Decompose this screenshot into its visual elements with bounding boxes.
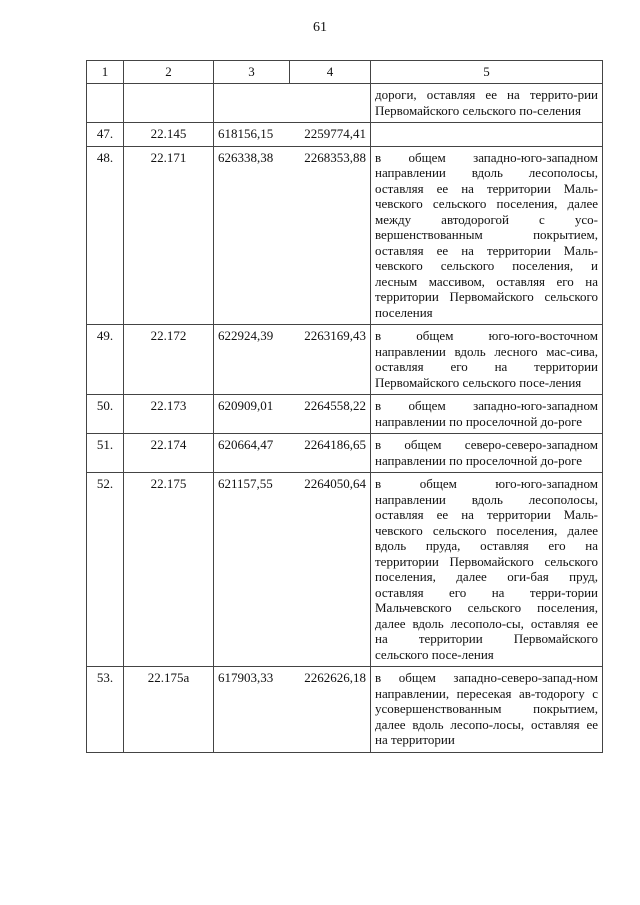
point-id: 22.175а — [124, 667, 214, 753]
boundary-description: в общем северо-северо-западном направлении по проселочной до-роге — [371, 434, 603, 473]
boundary-description: в общем западно-юго-западном направлении по проселочной до-роге — [371, 395, 603, 434]
coordinate-x: 620909,01 — [214, 395, 290, 434]
table-row — [87, 667, 603, 753]
point-id: 22.174 — [124, 434, 214, 473]
row-number: 52. — [87, 473, 124, 667]
boundary-description: в общем юго-юго-западном направлении вдоль лесополосы, оставляя ее на территории Маль-чевского сельского поселения, далее вдоль пруда, оставляя его на территории Первомайского сельского поселения, далее оги-бая пруд, оставляя его на терри-тории Мальчевского сельского поселения, далее вдоль лесополо-сы, оставляя ее на территории Первомайского сельского посе-ления — [371, 473, 603, 667]
row-number: 47. — [87, 123, 124, 147]
coordinate-y: 2263169,43 — [290, 325, 371, 395]
point-id: 22.173 — [124, 395, 214, 434]
point-id: 22.172 — [124, 325, 214, 395]
coordinate-y: 2259774,41 — [290, 123, 371, 147]
coordinate-x: 618156,15 — [214, 123, 290, 147]
point-id: 22.175 — [124, 473, 214, 667]
table-row — [87, 325, 603, 395]
table-row — [87, 395, 603, 434]
column-header-1: 1 — [87, 61, 124, 84]
table-row — [87, 146, 603, 325]
row-number: 48. — [87, 146, 124, 325]
coordinate-y: 2264558,22 — [290, 395, 371, 434]
column-header-4: 4 — [290, 61, 371, 84]
point-id: 22.145 — [124, 123, 214, 147]
row-number: 51. — [87, 434, 124, 473]
coordinate-x — [214, 84, 290, 123]
coordinate-x: 620664,47 — [214, 434, 290, 473]
column-header-3: 3 — [214, 61, 290, 84]
row-number: 50. — [87, 395, 124, 434]
coordinate-y — [290, 84, 371, 123]
column-header-5: 5 — [371, 61, 603, 84]
table-header-row — [87, 61, 603, 84]
table-row — [87, 84, 603, 123]
coordinate-y: 2268353,88 — [290, 146, 371, 325]
page-number: 61 — [313, 20, 327, 35]
coordinate-x: 621157,55 — [214, 473, 290, 667]
boundary-description: в общем западно-северо-запад-ном направлении, пересекая ав-тодорогу с усовершенствованным покрытием, далее вдоль лесопо-лосы, оставляя ее на территории — [371, 667, 603, 753]
boundary-points-table — [86, 60, 603, 753]
coordinate-x: 622924,39 — [214, 325, 290, 395]
row-number: 53. — [87, 667, 124, 753]
boundary-description: в общем юго-юго-восточном направлении вдоль лесного мас-сива, оставляя его на территории Первомайского сельского посе-ления — [371, 325, 603, 395]
row-number — [87, 84, 124, 123]
coordinate-x: 617903,33 — [214, 667, 290, 753]
table-row — [87, 473, 603, 667]
boundary-description: дороги, оставляя ее на террито-рии Первомайского сельского по-селения — [371, 84, 603, 123]
table-row — [87, 123, 603, 147]
point-id: 22.171 — [124, 146, 214, 325]
boundary-description — [371, 123, 603, 147]
coordinate-y: 2262626,18 — [290, 667, 371, 753]
coordinate-y: 2264186,65 — [290, 434, 371, 473]
coordinate-x: 626338,38 — [214, 146, 290, 325]
column-header-2: 2 — [124, 61, 214, 84]
table-row — [87, 434, 603, 473]
point-id — [124, 84, 214, 123]
boundary-description: в общем западно-юго-западном направлении вдоль лесополосы, оставляя ее на территории Маль-чевского сельского поселения, далее между автодорогой с усо-вершенствованным покрытием, оставляя ее на территории Маль-чевского сельского поселения, и лесным массивом, оставляя его на территории Первомайского сельского поселения — [371, 146, 603, 325]
coordinate-y: 2264050,64 — [290, 473, 371, 667]
row-number: 49. — [87, 325, 124, 395]
